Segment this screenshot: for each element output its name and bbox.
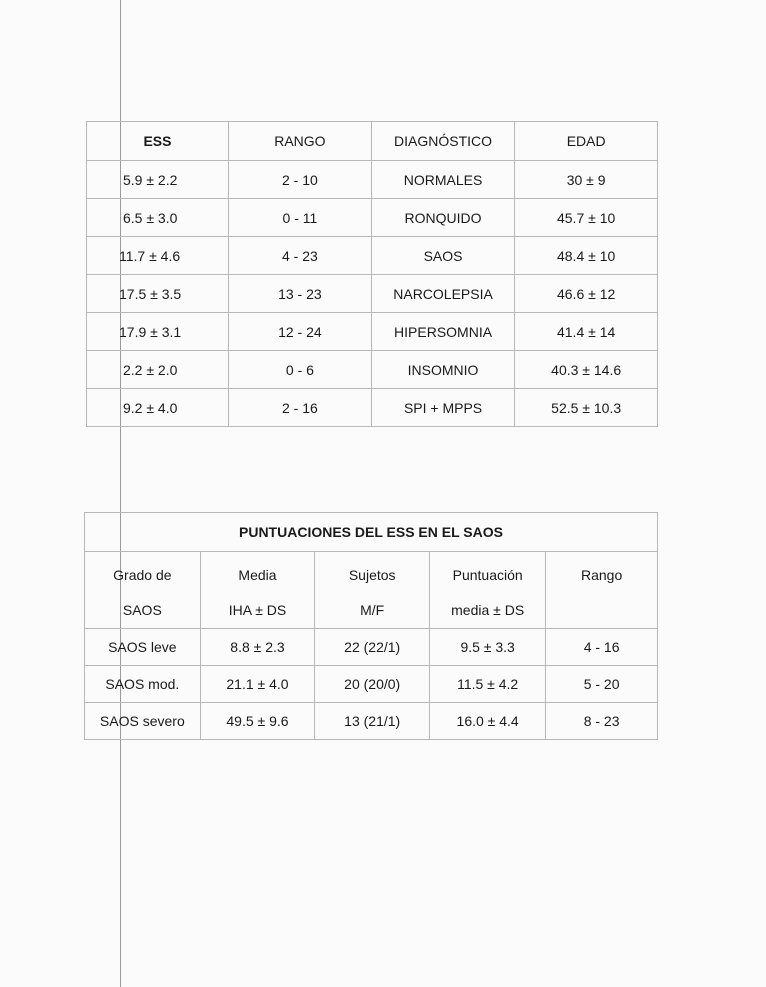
header-line: Grado de (113, 567, 172, 583)
cell-diagnostico: RONQUIDO (371, 199, 514, 237)
table-row (85, 629, 658, 666)
header-line: SAOS (122, 602, 162, 618)
ess-saos-scores-table (84, 512, 658, 740)
table-row (87, 313, 658, 351)
header-media-iha (200, 552, 315, 629)
header-diagnostico: DIAGNÓSTICO (371, 122, 514, 161)
cell-diagnostico: NORMALES (371, 161, 514, 199)
cell-grado: SAOS leve (85, 629, 201, 666)
table-title: PUNTUACIONES DEL ESS EN EL SAOS (85, 513, 658, 552)
table-row (87, 351, 658, 389)
cell-edad: 40.3 ± 14.6 (515, 351, 658, 389)
cell-rango: 8 - 23 (546, 703, 658, 740)
cell-media-iha: 8.8 ± 2.3 (200, 629, 315, 666)
cell-rango: 0 - 6 (228, 351, 371, 389)
cell-diagnostico: HIPERSOMNIA (371, 313, 514, 351)
cell-rango: 2 - 10 (228, 161, 371, 199)
cell-ess: 6.5 ± 3.0 (87, 199, 229, 237)
header-line: Media (238, 567, 277, 583)
header-sujetos (315, 552, 430, 629)
table-row (85, 703, 658, 740)
cell-rango: 5 - 20 (546, 666, 658, 703)
cell-puntuacion: 11.5 ± 4.2 (430, 666, 546, 703)
header-line: media ± DS (451, 602, 525, 618)
table-row (87, 237, 658, 275)
header-grado (85, 552, 201, 629)
cell-edad: 46.6 ± 12 (515, 275, 658, 313)
cell-edad: 48.4 ± 10 (515, 237, 658, 275)
table-header-row (87, 122, 658, 161)
cell-diagnostico: NARCOLEPSIA (371, 275, 514, 313)
cell-diagnostico: INSOMNIO (371, 351, 514, 389)
header-rango: RANGO (228, 122, 371, 161)
cell-ess: 17.9 ± 3.1 (87, 313, 229, 351)
header-line: Rango (580, 567, 623, 583)
cell-rango: 13 - 23 (228, 275, 371, 313)
table-row (87, 275, 658, 313)
header-ess: ESS (87, 122, 229, 161)
cell-edad: 52.5 ± 10.3 (515, 389, 658, 427)
cell-puntuacion: 16.0 ± 4.4 (430, 703, 546, 740)
cell-sujetos: 22 (22/1) (315, 629, 430, 666)
header-line: IHA ± DS (228, 602, 287, 618)
table-title-row (85, 513, 658, 552)
cell-sujetos: 13 (21/1) (315, 703, 430, 740)
cell-diagnostico: SPI + MPPS (371, 389, 514, 427)
cell-edad: 45.7 ± 10 (515, 199, 658, 237)
table-header-row (85, 552, 658, 629)
cell-ess: 9.2 ± 4.0 (87, 389, 229, 427)
cell-ess: 5.9 ± 2.2 (87, 161, 229, 199)
cell-sujetos: 20 (20/0) (315, 666, 430, 703)
table-row (87, 161, 658, 199)
cell-edad: 41.4 ± 14 (515, 313, 658, 351)
cell-grado: SAOS severo (85, 703, 201, 740)
cell-edad: 30 ± 9 (515, 161, 658, 199)
table-row (85, 666, 658, 703)
table-row (87, 389, 658, 427)
cell-grado: SAOS mod. (85, 666, 201, 703)
cell-media-iha: 49.5 ± 9.6 (200, 703, 315, 740)
cell-rango: 4 - 16 (546, 629, 658, 666)
cell-puntuacion: 9.5 ± 3.3 (430, 629, 546, 666)
cell-rango: 12 - 24 (228, 313, 371, 351)
header-line: Sujetos (348, 567, 396, 583)
cell-rango: 4 - 23 (228, 237, 371, 275)
header-puntuacion (430, 552, 546, 629)
ess-diagnosis-table (86, 121, 658, 427)
cell-ess: 11.7 ± 4.6 (87, 237, 229, 275)
cell-ess: 2.2 ± 2.0 (87, 351, 229, 389)
header-edad: EDAD (515, 122, 658, 161)
header-line: Puntuación (452, 567, 523, 583)
cell-ess: 17.5 ± 3.5 (87, 275, 229, 313)
header-line: M/F (360, 602, 385, 618)
table-row (87, 199, 658, 237)
cell-media-iha: 21.1 ± 4.0 (200, 666, 315, 703)
cell-rango: 2 - 16 (228, 389, 371, 427)
cell-diagnostico: SAOS (371, 237, 514, 275)
header-rango (546, 552, 658, 629)
cell-rango: 0 - 11 (228, 199, 371, 237)
